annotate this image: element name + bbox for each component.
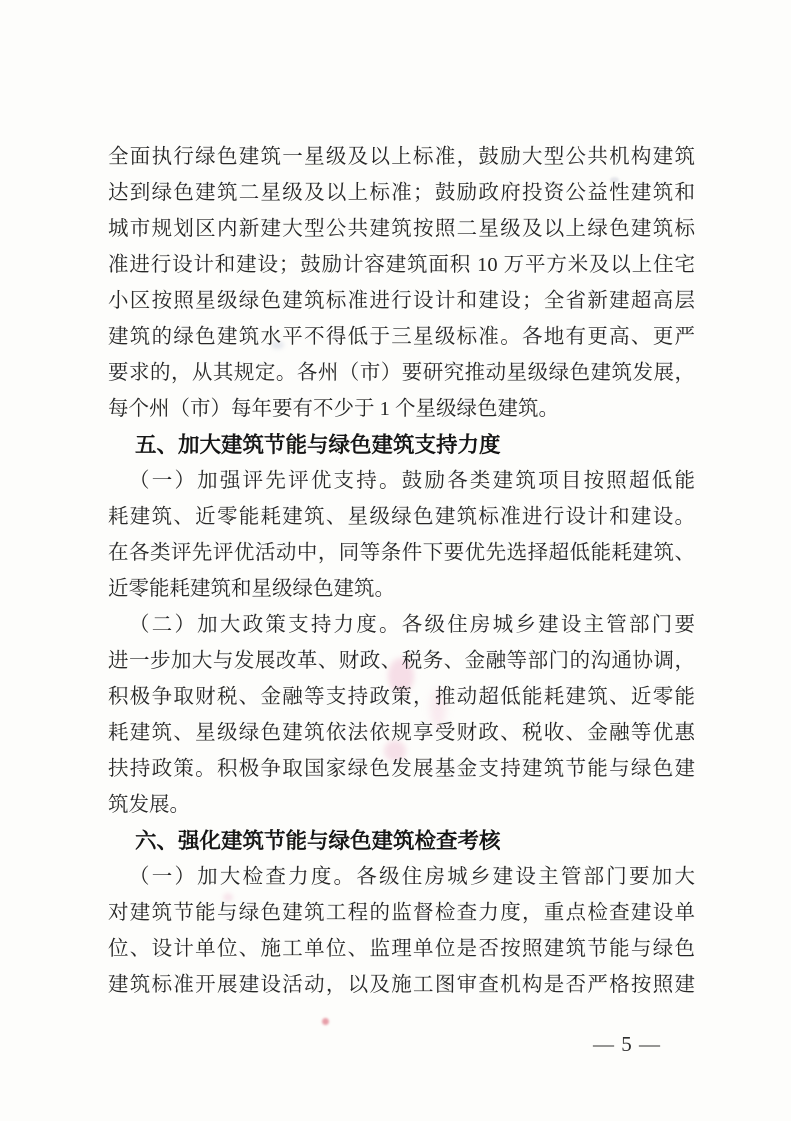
text-line: 进一步加大与发展改革、财政、税务、金融等部门的沟通协调， (108, 650, 695, 672)
page-number: — 5 — (593, 1032, 661, 1056)
section-heading: 六、强化建筑节能与绿色建筑检查考核 (135, 829, 501, 853)
scan-artifact (322, 1018, 329, 1025)
text-line: 达到绿色建筑二星级及以上标准；鼓励政府投资公益性建筑和 (108, 182, 695, 204)
text-line: 城市规划区内新建大型公共建筑按照二星级及以上绿色建筑标 (108, 218, 695, 240)
text-line: 筑发展。 (108, 794, 190, 816)
section-heading: 五、加大建筑节能与绿色建筑支持力度 (135, 433, 501, 457)
text-line: 近零能耗建筑和星级绿色建筑。 (108, 578, 395, 600)
text-line: 扶持政策。积极争取国家绿色发展基金支持建筑节能与绿色建 (108, 758, 695, 780)
text-line: （一）加强评先评优支持。鼓励各类建筑项目按照超低能 (129, 470, 695, 492)
text-line: 准进行设计和建设；鼓励计容建筑面积 10 万平方米及以上住宅 (108, 254, 695, 276)
text-line: 位、设计单位、施工单位、监理单位是否按照建筑节能与绿色 (108, 938, 695, 960)
text-line: 小区按照星级绿色建筑标准进行设计和建设；全省新建超高层 (108, 290, 695, 312)
text-line: 对建筑节能与绿色建筑工程的监督检查力度，重点检查建设单 (108, 902, 695, 924)
text-line: 建筑的绿色建筑水平不得低于三星级标准。各地有更高、更严 (108, 326, 695, 348)
text-line: 耗建筑、星级绿色建筑依法依规享受财政、税收、金融等优惠 (108, 722, 695, 744)
document-text (108, 139, 695, 1003)
text-line: 要求的，从其规定。各州（市）要研究推动星级绿色建筑发展， (108, 362, 695, 384)
text-line: 每个州（市）每年要有不少于 1 个星级绿色建筑。 (108, 398, 559, 420)
text-line: 全面执行绿色建筑一星级及以上标准，鼓励大型公共机构建筑 (108, 146, 695, 168)
text-line: 耗建筑、近零能耗建筑、星级绿色建筑标准进行设计和建设。 (108, 506, 695, 528)
text-line: 在各类评先评优活动中，同等条件下要优先选择超低能耗建筑、 (108, 542, 695, 564)
text-line: 建筑标准开展建设活动，以及施工图审查机构是否严格按照建 (108, 974, 695, 996)
text-line: 积极争取财税、金融等支持政策，推动超低能耗建筑、近零能 (108, 686, 695, 708)
text-line: （二）加大政策支持力度。各级住房城乡建设主管部门要 (129, 614, 695, 636)
text-line: （一）加大检查力度。各级住房城乡建设主管部门要加大 (129, 866, 695, 888)
